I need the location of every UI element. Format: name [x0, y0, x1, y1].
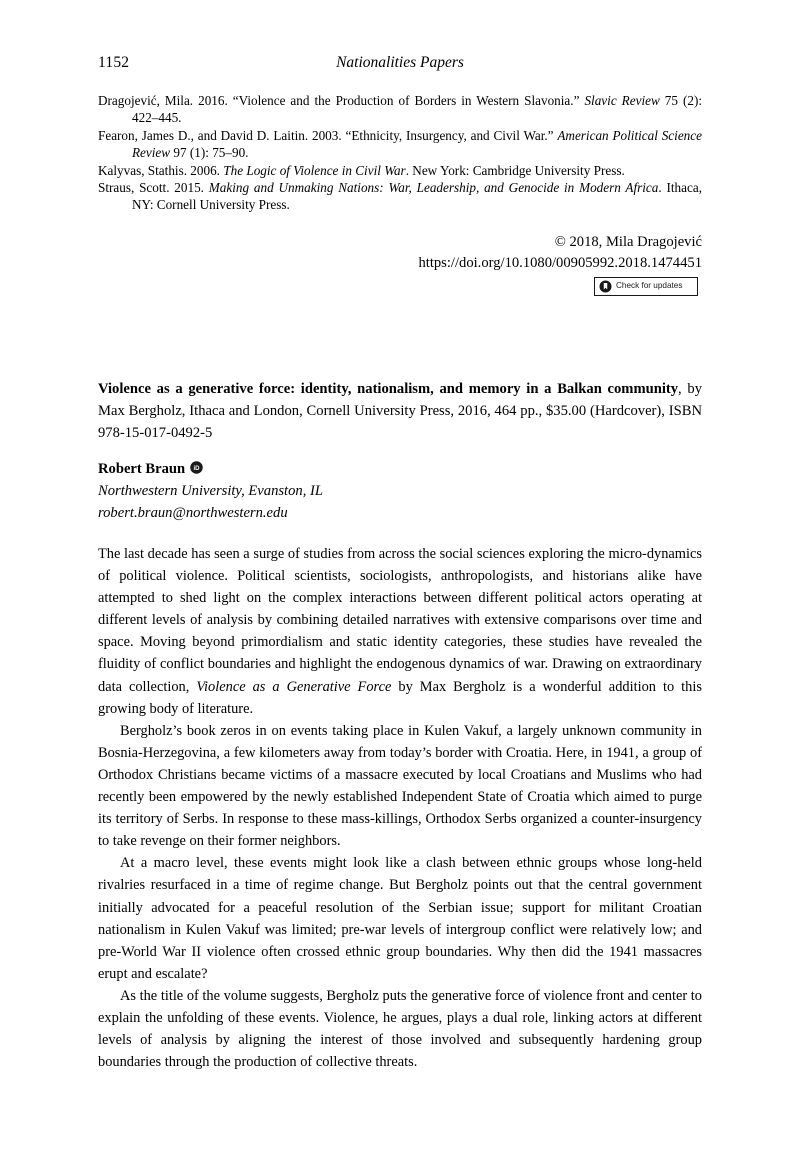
doi-link[interactable]: https://doi.org/10.1080/00905992.2018.1474451 [418, 255, 702, 271]
paragraph-segment: The last decade has seen a surge of studies from across the social sciences exploring the micro-dynamics of political violence. Political scientists, sociologists, anthropologists, and historians alike have attempted to shed light on the complex interactions between different political actors operating at different levels of analysis by combining detailed narratives with extensive comparisons over time and space. Moving beyond primordialism and static identity categories, these studies have revealed the fluidity of conflict boundaries and highlight the endogenous dynamics of war. Drawing on extraordinary data collection, [98, 546, 702, 695]
reference-source-italic: American Political Science Review [132, 127, 702, 161]
reference-item [98, 179, 702, 214]
journal-title: Nationalities Papers [336, 54, 464, 71]
reference-text-pre: Dragojević, Mila. 2016. “Violence and the Production of Borders in Western Slavonia.” [98, 93, 585, 108]
reference-text-post: . New York: Cambridge University Press. [405, 162, 625, 178]
reference-text-pre: Fearon, James D., and David D. Laitin. 2003. “Ethnicity, Insurgency, and Civil War.” [98, 127, 558, 143]
body-paragraph [98, 543, 702, 720]
running-head [98, 54, 702, 76]
reference-item [98, 162, 702, 179]
crossmark-circle-icon [599, 280, 612, 293]
review-body [98, 543, 702, 1073]
paragraph-segment-italic: Violence as a Generative Force [196, 678, 392, 695]
reference-text-post: . Ithaca, NY: Cornell University Press. [132, 180, 703, 213]
body-paragraph [98, 985, 702, 1073]
reference-item [98, 127, 702, 162]
body-paragraph [98, 720, 702, 853]
reference-source-italic: The Logic of Violence in Civil War [223, 162, 406, 178]
references-list [98, 92, 702, 214]
reviewer-email[interactable]: robert.braun@northwestern.edu [98, 505, 288, 521]
orcid-id-icon[interactable] [190, 459, 203, 472]
paragraph-segment: Bergholz’s book zeros in on events taking place in Kulen Vakuf, a largely unknown community in Bosnia-Herzegovina, a few kilometers away from today’s border with Croatia. Here, in 1941, a group of Orthodox Christians became victims of a massacre executed by local Croatians and Muslims who had recently been empowered by the newly established Independent State of Croatia which aimed to purge its territory of Serbs. In response to these mass-killings, Orthodox Serbs organized a counter-insurgency to take revenge on their former neighbors. [98, 722, 702, 850]
check-for-updates-badge[interactable] [594, 277, 698, 296]
reference-source-italic: Making and Unmaking Nations: War, Leadership, and Genocide in Modern Africa [208, 180, 659, 196]
reviewed-book-heading [98, 378, 702, 444]
copyright-doi-block [98, 232, 702, 274]
paragraph-segment: by Max Bergholz is a wonderful addition to this growing body of literature. [98, 678, 702, 717]
reviewer-block [98, 458, 702, 524]
reference-text-pre: Kalyvas, Stathis. 2006. [98, 162, 224, 178]
reviewer-name: Robert Braun [98, 461, 186, 477]
reference-item [98, 92, 702, 127]
copyright-line: © 2018, Mila Dragojević [554, 234, 702, 250]
reviewed-book-title: Violence as a generative force: identity, nationalism, and memory in a Balkan community [98, 381, 679, 397]
paragraph-segment: At a macro level, these events might look like a clash between ethnic groups whose long-held rivalries resurfaced in a time of regime change. But Bergholz points out that the central government initially advocated for a peaceful resolution of the Serbian issue; support for militant Croatian nationalism in Kulen Vakuf was limited; pre-war levels of intergroup conflict were relatively low; and pre-World War II violence often crossed ethnic group boundaries. Why then did the 1941 massacres erupt and escalate? [98, 855, 702, 982]
paragraph-segment: As the title of the volume suggests, Bergholz puts the generative force of violence front and center to explain the unfolding of these events. Violence, he argues, plays a dual role, linking actors at different levels of analysis by aligning the interest of those involved and subsequently hardening group boundaries through the production of collective threats. [98, 987, 702, 1071]
reviewer-affiliation: Northwestern University, Evanston, IL [98, 483, 323, 499]
reviewed-book-details: , by Max Bergholz, Ithaca and London, Cornell University Press, 2016, 464 pp., $35.00 (Hardcover), ISBN 978-15-017-0492-5 [98, 381, 702, 441]
svg-text:iD: iD [193, 466, 200, 472]
reference-text-pre: Straus, Scott. 2015. [98, 180, 209, 196]
body-paragraph [98, 852, 702, 985]
reference-source-italic: Slavic Review [584, 93, 660, 108]
reference-text-post: 97 (1): 75–90. [170, 145, 249, 161]
check-for-updates-label: Check for updates [616, 281, 683, 291]
reference-text-post: 75 (2): 422–445. [132, 93, 703, 126]
page-number: 1152 [98, 54, 130, 71]
